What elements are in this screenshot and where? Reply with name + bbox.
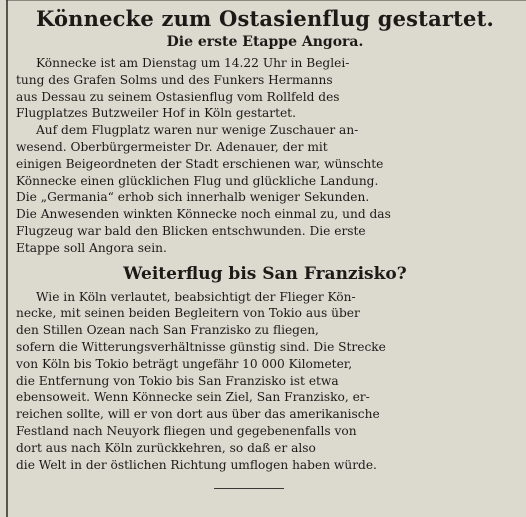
- text-line: Auf dem Flugplatz waren nur wenige Zuschauer an-: [36, 123, 359, 138]
- paragraph-1: [16, 55, 514, 122]
- text-line: necke, mit seinen beiden Begleitern von Tokio aus über: [16, 306, 360, 321]
- text-line: Die „Germania“ erhob sich innerhalb weniger Sekunden.: [16, 190, 370, 205]
- text-line: wesend. Oberbürgermeister Dr. Adenauer, der mit: [16, 139, 328, 154]
- text-line: Flugzeug war bald den Blicken entschwunden. Die erste: [16, 223, 366, 238]
- paragraph-3: [16, 289, 514, 474]
- text-line: aus Dessau zu seinem Ostasienflug vom Rollfeld des: [16, 89, 340, 104]
- section-heading: Weiterflug bis San Franzisko?: [123, 263, 407, 284]
- text-line: dort aus nach Köln zurückkehren, so daß er also: [16, 440, 316, 455]
- text-line: die Welt in der östlichen Richtung umflogen haben würde.: [16, 457, 377, 472]
- text-line: einigen Beigeordneten der Stadt erschienen war, wünschte: [16, 156, 384, 171]
- text-line: von Köln bis Tokio beträgt ungefähr 10 000 Kilometer,: [16, 356, 353, 371]
- text-line: Wie in Köln verlautet, beabsichtigt der Flieger Kön-: [36, 289, 356, 304]
- column-rule-top: [6, 0, 526, 1]
- end-rule: [214, 488, 284, 489]
- text-line: sofern die Witterungsverhältnisse günstig sind. Die Strecke: [16, 339, 386, 354]
- text-line: den Stillen Ozean nach San Franzisko zu fliegen,: [16, 323, 319, 338]
- text-line: Flugplatzes Butzweiler Hof in Köln gestartet.: [16, 106, 296, 121]
- text-line: reichen sollte, will er von dort aus über das amerikanische: [16, 407, 380, 422]
- text-line: Festland nach Neuyork fliegen und gegebenenfalls von: [16, 423, 357, 438]
- text-line: die Entfernung von Tokio bis San Franzisko ist etwa: [16, 373, 339, 388]
- text-line: Könnecke einen glücklichen Flug und glückliche Landung.: [16, 173, 379, 188]
- column-rule-left: [6, 0, 8, 517]
- text-line: Die Anwesenden winkten Könnecke noch einmal zu, und das: [16, 207, 391, 222]
- paragraph-2: [16, 122, 514, 256]
- subheadline: Die erste Etappe Angora.: [166, 34, 364, 50]
- text-line: tung des Grafen Solms und des Funkers Hermanns: [16, 72, 333, 87]
- text-line: Etappe soll Angora sein.: [16, 240, 167, 255]
- text-line: Könnecke ist am Dienstag um 14.22 Uhr in Beglei-: [36, 56, 350, 70]
- text-line: ebensoweit. Wenn Könnecke sein Ziel, San Franzisko, er-: [16, 390, 370, 405]
- headline: Könnecke zum Ostasienflug gestartet.: [35, 6, 495, 31]
